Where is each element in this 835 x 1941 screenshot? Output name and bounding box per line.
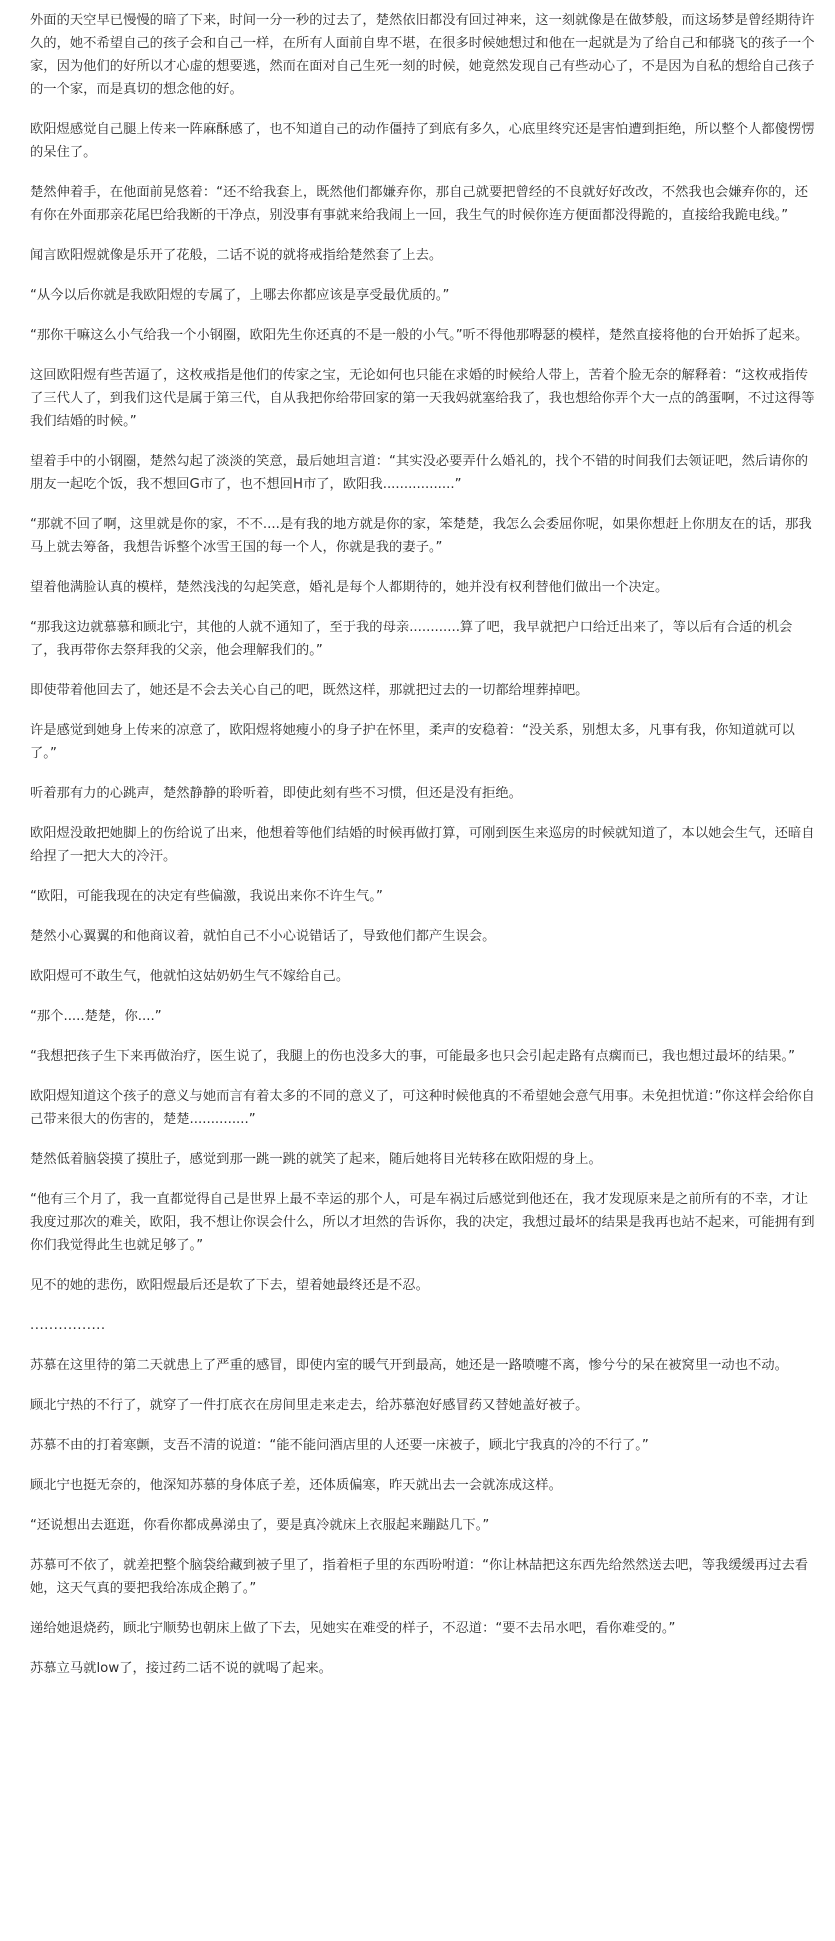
paragraph-29: 顾北宁也挺无奈的，他深知苏慕的身体底子差，还体质偏寒，昨天就出去一会就冻成这样。 bbox=[30, 1478, 562, 1493]
paragraph-11: “那我这边就慕慕和顾北宁，其他的人就不通知了，至于我的母亲............算了吧，我早就把户口给迁出来了，等以后有合适的机会了，我再带你去祭拜我的父亲，他会理解我们的。” bbox=[30, 620, 793, 658]
paragraph-33: 苏慕立马就low了，接过药二话不说的就喝了起来。 bbox=[30, 1661, 332, 1676]
paragraph-28: 苏慕不由的打着寒颤，支吾不清的说道：“能不能问酒店里的人还要一床被子，顾北宁我真的冷的不行了。” bbox=[30, 1438, 649, 1453]
paragraph-12: 即使带着他回去了，她还是不会去关心自己的吧，既然这样，那就把过去的一切都给埋葬掉吧。 bbox=[30, 683, 589, 698]
paragraph-7: 这回欧阳煜有些苦逼了，这枚戒指是他们的传家之宝，无论如何也只能在求婚的时候给人带上，苦着个脸无奈的解释着：“这枚戒指传了三代人了，到我们这代是属于第三代，自从我把你给带回家的第一天我妈就塞给我了，我也想给你弄个大一点的鸽蛋啊，不过这得等我们结婚的时候。” bbox=[30, 368, 815, 429]
paragraph-15: 欧阳煜没敢把她脚上的伤给说了出来，他想着等他们结婚的时候再做打算，可刚到医生来巡房的时候就知道了，本以她会生气，还暗自给捏了一把大大的冷汗。 bbox=[30, 826, 815, 864]
paragraph-21: 欧阳煜知道这个孩子的意义与她而言有着太多的不同的意义了，可这种时候他真的不希望她会意气用事。未免担忧道：”你这样会给你自己带来很大的伤害的，楚楚..............” bbox=[30, 1089, 815, 1127]
paragraph-30: “还说想出去逛逛，你看你都成鼻涕虫了，要是真冷就床上衣服起来蹦跶几下。” bbox=[30, 1518, 490, 1533]
paragraph-10: 望着他满脸认真的模样，楚然浅浅的勾起笑意，婚礼是每个人都期待的，她并没有权利替他们做出一个决定。 bbox=[30, 580, 669, 595]
paragraph-22: 楚然低着脑袋摸了摸肚子，感觉到那一跳一跳的就笑了起来，随后她将目光转移在欧阳煜的身上。 bbox=[30, 1152, 602, 1167]
paragraph-20: “我想把孩子生下来再做治疗，医生说了，我腿上的伤也没多大的事，可能最多也只会引起走路有点瘸而已，我也想过最坏的结果。” bbox=[30, 1049, 796, 1064]
paragraph-19: “那个.....楚楚，你....” bbox=[30, 1009, 162, 1024]
paragraph-9: “那就不回了啊，这里就是你的家，不不....是有我的地方就是你的家，笨楚楚，我怎么会委屈你呢，如果你想赶上你朋友在的话，那我马上就去筹备，我想告诉整个冰雪王国的每一个人，你就是我的妻子。” bbox=[30, 517, 812, 555]
paragraph-23: “他有三个月了，我一直都觉得自己是世界上最不幸运的那个人，可是车祸过后感觉到他还在，我才发现原来是之前所有的不幸，才让我度过那次的难关，欧阳，我不想让你误会什么，所以才坦然的告诉你，我的决定，我想过最坏的结果是我再也站不起来，可能拥有到你们我觉得此生也就足够了。” bbox=[30, 1192, 815, 1253]
paragraph-18: 欧阳煜可不敢生气，他就怕这姑奶奶生气不嫁给自己。 bbox=[30, 969, 350, 984]
paragraph-2: 欧阳煜感觉自己腿上传来一阵麻酥感了，也不知道自己的动作僵持了到底有多久，心底里终究还是害怕遭到拒绝，所以整个人都傻愣愣的呆住了。 bbox=[30, 122, 815, 160]
paragraph-27: 顾北宁热的不行了，就穿了一件打底衣在房间里走来走去，给苏慕泡好感冒药又替她盖好被子。 bbox=[30, 1398, 589, 1413]
paragraph-4: 闻言欧阳煜就像是乐开了花般，二话不说的就将戒指给楚然套了上去。 bbox=[30, 248, 443, 263]
paragraph-14: 听着那有力的心跳声，楚然静静的聆听着，即使此刻有些不习惯，但还是没有拒绝。 bbox=[30, 786, 522, 801]
paragraph-31: 苏慕可不依了，就差把整个脑袋给藏到被子里了，指着柜子里的东西吩咐道：“你让林喆把这东西先给然然送去吧，等我缓缓再过去看她，这天气真的要把我给冻成企鹅了。” bbox=[30, 1558, 809, 1596]
paragraph-8: 望着手中的小钢圈，楚然勾起了淡淡的笑意，最后她坦言道：“其实没必要弄什么婚礼的，找个不错的时间我们去领证吧，然后请你的朋友一起吃个饭，我不想回G市了，也不想回H市了，欧阳我.................” bbox=[30, 454, 809, 492]
paragraph-1: 外面的天空早已慢慢的暗了下来，时间一分一秒的过去了，楚然依旧都没有回过神来，这一刻就像是在做梦般，而这场梦是曾经期待许久的，她不希望自己的孩子会和自己一样，在所有人面前自卑不堪，在很多时候她想过和他在一起就是为了给自己和郁骁飞的孩子一个家，因为他们的好所以才心虚的想要逃，然而在面对自己生死一刻的时候，她竟然发现自己有些动心了，不是因为自私的想给自己孩子的一个家，而是真切的想念他的好。 bbox=[30, 13, 815, 97]
section-separator: ................ bbox=[30, 1318, 106, 1333]
paragraph-24: 见不的她的悲伤，欧阳煜最后还是软了下去，望着她最终还是不忍。 bbox=[30, 1278, 429, 1293]
paragraph-26: 苏慕在这里待的第二天就患上了严重的感冒，即使内室的暖气开到最高，她还是一路喷嚏不离，惨兮兮的呆在被窝里一动也不动。 bbox=[30, 1358, 788, 1373]
paragraph-17: 楚然小心翼翼的和他商议着，就怕自己不小心说错话了，导致他们都产生误会。 bbox=[30, 929, 496, 944]
paragraph-13: 许是感觉到她身上传来的凉意了，欧阳煜将她瘦小的身子护在怀里，柔声的安稳着：“没关系，别想太多，凡事有我，你知道就可以了。” bbox=[30, 723, 795, 761]
paragraph-32: 递给她退烧药，顾北宁顺势也朝床上做了下去，见她实在难受的样子，不忍道：“要不去吊水吧，看你难受的。” bbox=[30, 1621, 676, 1636]
paragraph-6: “那你干嘛这么小气给我一个小钢圈，欧阳先生你还真的不是一般的小气。”听不得他那嘚瑟的模样，楚然直接将他的台开始拆了起来。 bbox=[30, 328, 809, 343]
paragraph-16: “欧阳，可能我现在的决定有些偏激，我说出来你不许生气。” bbox=[30, 889, 383, 904]
paragraph-5: “从今以后你就是我欧阳煜的专属了，上哪去你都应该是享受最优质的。” bbox=[30, 288, 450, 303]
paragraph-3: 楚然伸着手，在他面前晃悠着：“还不给我套上，既然他们都嫌弃你，那自己就要把曾经的不良就好好改改，不然我也会嫌弃你的，还有你在外面那亲花尾巴给我断的干净点，别没事有事就来给我闹上一回，我生气的时候你连方便面都没得跪的，直接给我跪电线。” bbox=[30, 185, 809, 223]
